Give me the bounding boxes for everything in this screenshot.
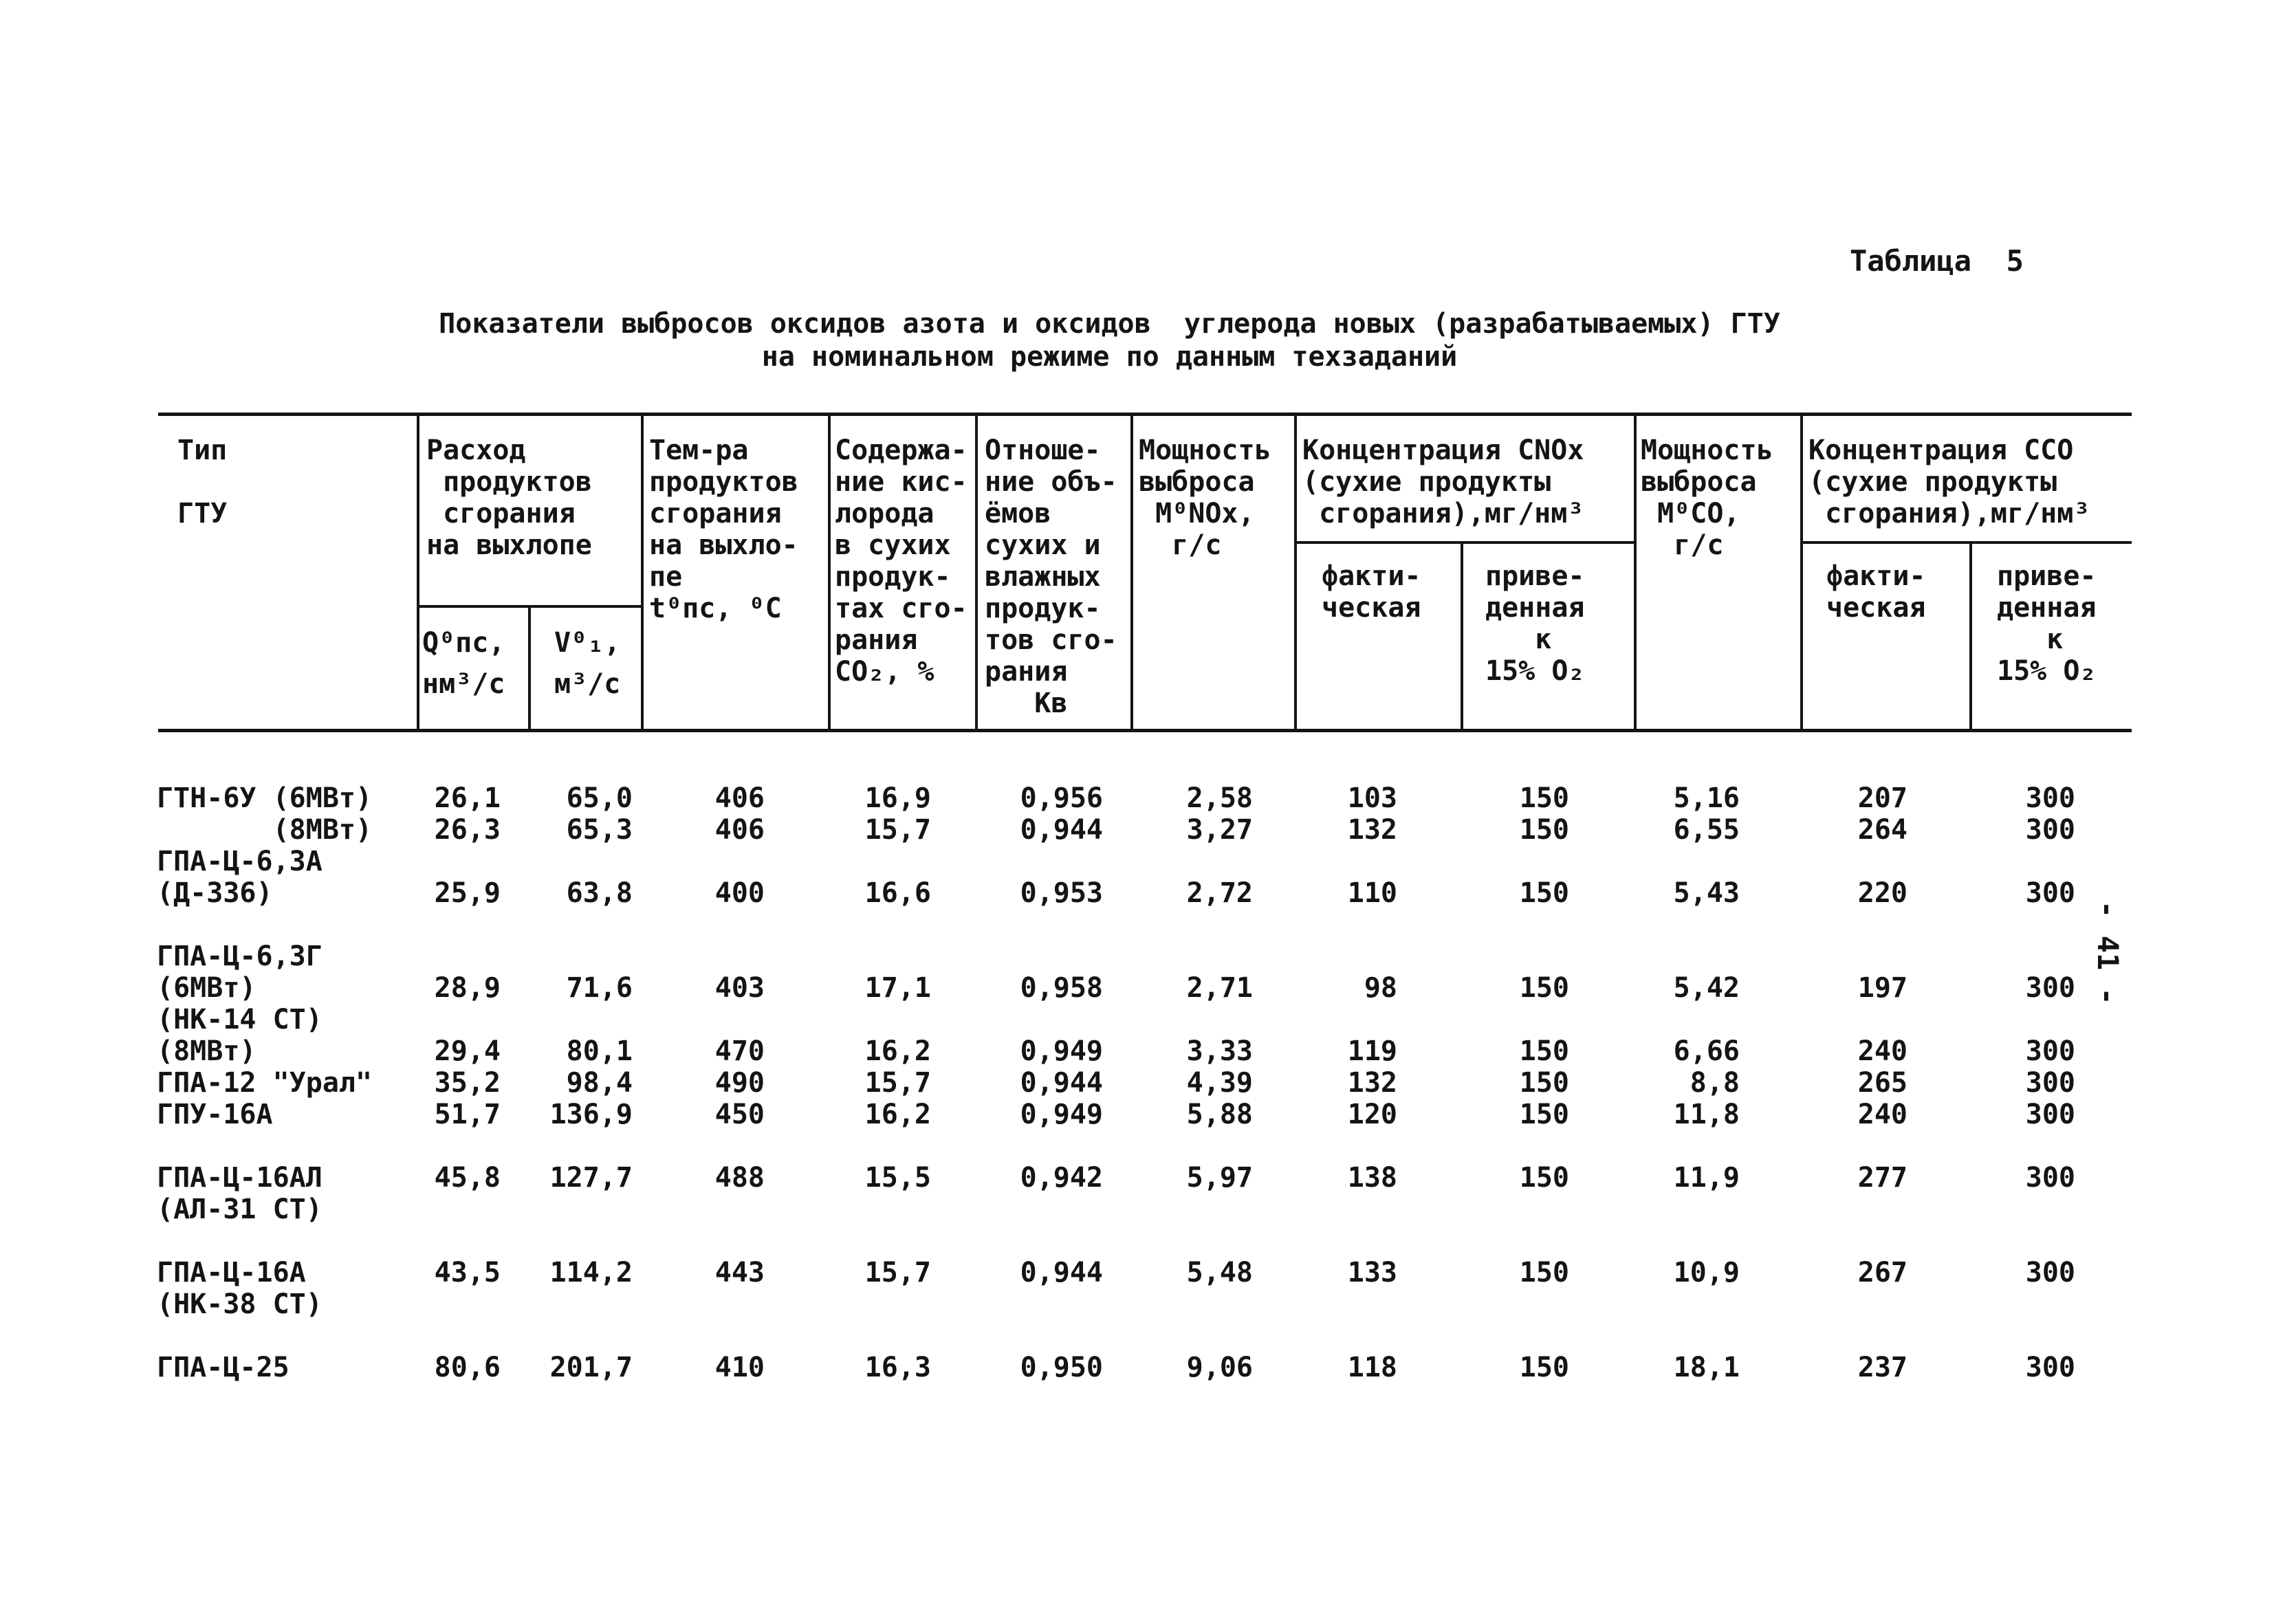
cell-q: 28,9 xyxy=(434,972,501,1004)
header-co-reduced: приве- денная к 15% O₂ xyxy=(1997,560,2097,687)
co-subheader-rule xyxy=(1802,541,2132,544)
cell-cnox: 120 xyxy=(1347,1099,1397,1130)
cell-cco15: 300 xyxy=(2025,1257,2075,1288)
header-flow-q xyxy=(422,622,505,705)
cell-cnox15: 150 xyxy=(1519,1162,1569,1194)
header-co-concentration: Концентрация CCO (сухие продукты сгорания),мг/нм³ xyxy=(1808,435,2090,529)
row-gtu-name: ГПА-Ц-16А (НК-38 СТ) xyxy=(157,1257,322,1320)
nox-subheader-rule xyxy=(1295,541,1635,544)
cell-cnox15: 150 xyxy=(1519,1035,1569,1067)
cell-t: 443 xyxy=(714,1257,765,1288)
cell-q: 29,4 xyxy=(434,1035,501,1067)
cell-k: 0,949 xyxy=(1020,1035,1103,1067)
cell-cco: 265 xyxy=(1857,1067,1907,1099)
cell-t: 488 xyxy=(714,1162,765,1194)
cell-cco15: 300 xyxy=(2025,1162,2075,1194)
header-nox-actual: факти- ческая xyxy=(1322,560,1421,624)
cell-cnox: 138 xyxy=(1347,1162,1397,1194)
cell-cco: 267 xyxy=(1857,1257,1907,1288)
cell-mco: 5,43 xyxy=(1673,877,1740,909)
cell-o2: 16,3 xyxy=(864,1352,931,1383)
cell-v: 201,7 xyxy=(549,1352,633,1383)
cell-o2: 15,5 xyxy=(864,1162,931,1194)
cell-cco15: 300 xyxy=(2025,1067,2075,1099)
cell-mco: 5,16 xyxy=(1673,782,1740,814)
cell-k: 0,942 xyxy=(1020,1162,1103,1194)
cell-cco15: 300 xyxy=(2025,1035,2075,1067)
header-flow-q-label: Q⁰пс, xyxy=(422,627,505,659)
col-divider xyxy=(1969,542,1972,730)
cell-o2: 16,2 xyxy=(864,1099,931,1130)
cell-mco: 6,55 xyxy=(1673,814,1740,846)
cell-cco: 240 xyxy=(1857,1035,1907,1067)
cell-q: 80,6 xyxy=(434,1352,501,1383)
cell-mnox: 2,72 xyxy=(1186,877,1253,909)
row-gtu-name: (8МВт) xyxy=(157,814,373,846)
col-divider xyxy=(1130,414,1133,730)
cell-o2: 15,7 xyxy=(864,1067,931,1099)
cell-mnox: 4,39 xyxy=(1186,1067,1253,1099)
cell-cnox15: 150 xyxy=(1519,782,1569,814)
header-bottom-rule xyxy=(158,729,2132,732)
cell-cnox: 132 xyxy=(1347,1067,1397,1099)
header-ratio: Отноше- ние объ- ёмов сухих и влажных продук- тов сго- рания Kв xyxy=(985,435,1117,719)
cell-t: 450 xyxy=(714,1099,765,1130)
cell-cnox15: 150 xyxy=(1519,877,1569,909)
cell-cco: 237 xyxy=(1857,1352,1907,1383)
cell-cco: 277 xyxy=(1857,1162,1907,1194)
cell-cco: 207 xyxy=(1857,782,1907,814)
row-gtu-name: ГПА-Ц-6,3А (Д-336) xyxy=(157,846,322,909)
cell-o2: 15,7 xyxy=(864,1257,931,1288)
cell-mco: 18,1 xyxy=(1673,1352,1740,1383)
cell-t: 470 xyxy=(714,1035,765,1067)
cell-v: 65,3 xyxy=(566,814,633,846)
header-flow: Расход продуктов сгорания на выхлопе xyxy=(426,435,592,561)
cell-cco15: 300 xyxy=(2025,877,2075,909)
cell-q: 45,8 xyxy=(434,1162,501,1194)
col-divider xyxy=(1634,414,1637,730)
cell-q: 51,7 xyxy=(434,1099,501,1130)
cell-mnox: 3,27 xyxy=(1186,814,1253,846)
cell-v: 80,1 xyxy=(566,1035,633,1067)
cell-q: 35,2 xyxy=(434,1067,501,1099)
cell-k: 0,956 xyxy=(1020,782,1103,814)
cell-cnox: 132 xyxy=(1347,814,1397,846)
cell-mco: 10,9 xyxy=(1673,1257,1740,1288)
cell-mnox: 2,71 xyxy=(1186,972,1253,1004)
cell-mnox: 5,48 xyxy=(1186,1257,1253,1288)
row-gtu-name: ГПА-12 "Урал" xyxy=(157,1067,373,1099)
cell-mco: 11,9 xyxy=(1673,1162,1740,1194)
header-oxygen: Содержа- ние кис- лорода в сухих продук- тах сго- рания CO₂, % xyxy=(835,435,967,688)
col-divider xyxy=(641,414,644,730)
header-temp: Тем-ра продуктов сгорания на выхло- пе t⁰пс, ⁰С xyxy=(649,435,798,624)
cell-v: 71,6 xyxy=(566,972,633,1004)
cell-k: 0,953 xyxy=(1020,877,1103,909)
page-number: - 41 - xyxy=(2091,901,2125,1005)
cell-cnox15: 150 xyxy=(1519,1067,1569,1099)
row-gtu-name: ГТН-6У (6МВт) xyxy=(157,782,373,814)
cell-cnox15: 150 xyxy=(1519,1257,1569,1288)
row-gtu-name: ГПА-Ц-6,3Г (6МВт) (НК-14 СТ) xyxy=(157,941,322,1035)
cell-k: 0,950 xyxy=(1020,1352,1103,1383)
cell-cco: 220 xyxy=(1857,877,1907,909)
cell-cnox: 133 xyxy=(1347,1257,1397,1288)
cell-cco: 264 xyxy=(1857,814,1907,846)
cell-mco: 8,8 xyxy=(1690,1067,1740,1099)
cell-t: 406 xyxy=(714,814,765,846)
table-label: Таблица 5 xyxy=(1850,244,2024,278)
cell-v: 98,4 xyxy=(566,1067,633,1099)
cell-t: 490 xyxy=(714,1067,765,1099)
row-gtu-name: ГПА-Ц-25 xyxy=(157,1352,289,1383)
cell-k: 0,944 xyxy=(1020,1257,1103,1288)
cell-cco15: 300 xyxy=(2025,814,2075,846)
cell-cco15: 300 xyxy=(2025,1352,2075,1383)
cell-o2: 16,6 xyxy=(864,877,931,909)
cell-o2: 15,7 xyxy=(864,814,931,846)
cell-q: 25,9 xyxy=(434,877,501,909)
cell-mnox: 5,88 xyxy=(1186,1099,1253,1130)
col-divider xyxy=(975,414,978,730)
cell-q: 43,5 xyxy=(434,1257,501,1288)
cell-mco: 5,42 xyxy=(1673,972,1740,1004)
header-flow-v xyxy=(554,622,620,705)
cell-k: 0,949 xyxy=(1020,1099,1103,1130)
table-title-line-2: на номинальном режиме по данным техзаданий xyxy=(761,341,1458,373)
header-flow-v-unit: м³/с xyxy=(554,668,621,700)
header-co-actual: факти- ческая xyxy=(1826,560,1926,624)
cell-cnox: 103 xyxy=(1347,782,1397,814)
row-gtu-name: ГПА-Ц-16АЛ (АЛ-31 СТ) xyxy=(157,1162,322,1225)
col-divider xyxy=(828,414,831,730)
cell-q: 26,3 xyxy=(434,814,501,846)
cell-cnox15: 150 xyxy=(1519,814,1569,846)
cell-mnox: 2,58 xyxy=(1186,782,1253,814)
cell-v: 114,2 xyxy=(549,1257,633,1288)
header-co-power: Мощность выброса M⁰CO, г/с xyxy=(1641,435,1773,561)
header-flow-v-label: V⁰₁, xyxy=(554,627,621,659)
col-divider xyxy=(1800,414,1803,730)
cell-cnox15: 150 xyxy=(1519,1099,1569,1130)
cell-k: 0,958 xyxy=(1020,972,1103,1004)
row-gtu-name: ГПУ-16А xyxy=(157,1099,273,1130)
header-nox-reduced: приве- денная к 15% O₂ xyxy=(1485,560,1585,687)
col-divider xyxy=(1461,542,1463,730)
cell-o2: 17,1 xyxy=(864,972,931,1004)
cell-q: 26,1 xyxy=(434,782,501,814)
cell-cnox: 118 xyxy=(1347,1352,1397,1383)
cell-cnox: 119 xyxy=(1347,1035,1397,1067)
cell-cco: 197 xyxy=(1857,972,1907,1004)
header-nox-concentration: Концентрация CNOx (сухие продукты сгорания),мг/нм³ xyxy=(1302,435,1584,529)
cell-mco: 11,8 xyxy=(1673,1099,1740,1130)
cell-o2: 16,9 xyxy=(864,782,931,814)
cell-cnox15: 150 xyxy=(1519,972,1569,1004)
col-divider xyxy=(417,414,419,730)
cell-v: 65,0 xyxy=(566,782,633,814)
cell-t: 410 xyxy=(714,1352,765,1383)
cell-t: 406 xyxy=(714,782,765,814)
cell-mnox: 5,97 xyxy=(1186,1162,1253,1194)
col-divider xyxy=(1294,414,1297,730)
cell-v: 63,8 xyxy=(566,877,633,909)
table-top-rule xyxy=(158,413,2132,416)
cell-cco15: 300 xyxy=(2025,972,2075,1004)
cell-cnox: 98 xyxy=(1364,972,1397,1004)
cell-v: 127,7 xyxy=(549,1162,633,1194)
cell-v: 136,9 xyxy=(549,1099,633,1130)
table-title-line-1: Показатели выбросов оксидов азота и оксидов углерода новых (разрабатываемых) ГТУ xyxy=(439,308,1780,340)
cell-mnox: 3,33 xyxy=(1186,1035,1253,1067)
cell-t: 403 xyxy=(714,972,765,1004)
cell-k: 0,944 xyxy=(1020,1067,1103,1099)
cell-o2: 16,2 xyxy=(864,1035,931,1067)
cell-cco15: 300 xyxy=(2025,1099,2075,1130)
header-type: Тип ГТУ xyxy=(177,435,228,529)
header-nox-power: Мощность выброса M⁰NOx, г/с xyxy=(1139,435,1271,561)
cell-mco: 6,66 xyxy=(1673,1035,1740,1067)
col-divider xyxy=(528,606,531,730)
row-gtu-name: (8МВт) xyxy=(157,1035,256,1067)
cell-cco15: 300 xyxy=(2025,782,2075,814)
header-flow-q-unit: нм³/с xyxy=(422,668,505,700)
cell-cnox: 110 xyxy=(1347,877,1397,909)
cell-k: 0,944 xyxy=(1020,814,1103,846)
cell-t: 400 xyxy=(714,877,765,909)
cell-cco: 240 xyxy=(1857,1099,1907,1130)
cell-mnox: 9,06 xyxy=(1186,1352,1253,1383)
cell-cnox15: 150 xyxy=(1519,1352,1569,1383)
